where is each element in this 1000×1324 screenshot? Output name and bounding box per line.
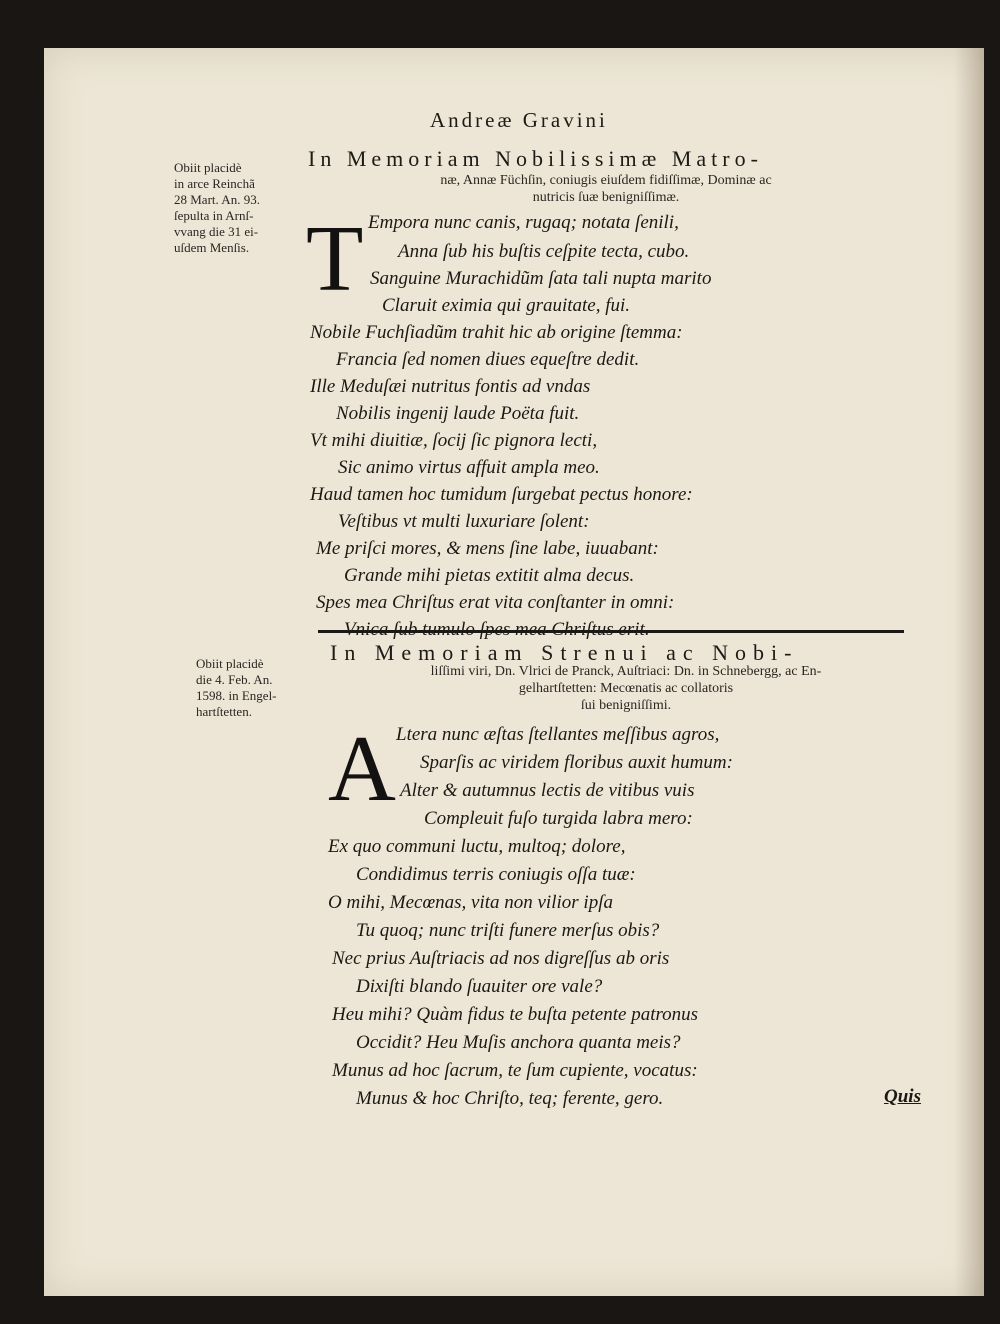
page-edge-shadow bbox=[954, 48, 984, 1296]
subheading-line: liſſimi viri, Dn. Vlrici de Pranck, Auſtriaci: Dn. in Schnebergg, ac En- bbox=[430, 664, 822, 679]
verse-line: Alter & autumnus lectis de vitibus vuis bbox=[400, 780, 695, 801]
poem-1-dropcap: T bbox=[306, 207, 364, 311]
section-divider bbox=[318, 630, 904, 633]
verse-line: Veſtibus vt multi luxuriare ſolent: bbox=[338, 511, 590, 532]
margin-note-line: vvang die 31 ei- bbox=[174, 224, 259, 239]
verse-line: Munus ad hoc ſacrum, te ſum cupiente, vocatus: bbox=[332, 1060, 698, 1081]
margin-note-line: 1598. in Engel- bbox=[196, 688, 277, 703]
verse-line: Nobilis ingenij laude Poëta fuit. bbox=[336, 403, 580, 424]
margin-note-1 bbox=[174, 160, 294, 256]
poem-2-heading: In Memoriam Strenui ac Nobi- bbox=[330, 640, 799, 665]
margin-note-2 bbox=[196, 656, 316, 720]
verse-line: Haud tamen hoc tumidum ſurgebat pectus honore: bbox=[310, 484, 693, 505]
verse-line: Ltera nunc æſtas ſtellantes meſſibus agros, bbox=[396, 724, 720, 745]
verse-line: Nobile Fuchſiadũm trahit hic ab origine ſtemma: bbox=[310, 322, 683, 343]
verse-line: Empora nunc canis, rugaq; notata ſenili, bbox=[368, 212, 679, 233]
verse-line: Heu mihi? Quàm fidus te buſta petente patronus bbox=[332, 1004, 699, 1025]
margin-note-line: in arce Reinchã bbox=[174, 176, 255, 191]
margin-note-line: ſepulta in Arnſ- bbox=[174, 208, 254, 223]
margin-note-line: hartſtetten. bbox=[196, 704, 252, 719]
margin-note-line: Obiit placidè bbox=[174, 160, 242, 175]
subheading-line: næ, Annæ Füchſin, coniugis eiuſdem fidiſſimæ, Dominæ ac bbox=[440, 173, 772, 188]
subheading-line: nutricis ſuæ benigniſſimæ. bbox=[532, 190, 680, 205]
poem-2-subheading bbox=[356, 663, 896, 714]
subheading-line: ſui benigniſſimi. bbox=[580, 698, 672, 713]
subheading-line: gelhartſtetten: Mecœnatis ac collatoris bbox=[518, 681, 734, 696]
verse-line: Condidimus terris coniugis oſſa tuæ: bbox=[356, 864, 636, 885]
verse-line: Francia ſed nomen diues equeſtre dedit. bbox=[336, 349, 640, 370]
verse-line: Tu quoq; nunc triſti funere merſus obis? bbox=[356, 920, 660, 941]
margin-note-line: Obiit placidè bbox=[196, 656, 264, 671]
margin-note-line: die 4. Feb. An. bbox=[196, 672, 273, 687]
poem-2-dropcap: A bbox=[328, 717, 396, 821]
margin-note-line: 28 Mart. An. 93. bbox=[174, 192, 260, 207]
poem-1-subheading bbox=[346, 172, 866, 206]
verse-line: Anna ſub his buſtis ceſpite tecta, cubo. bbox=[398, 241, 690, 262]
running-head: Andreæ Gravini bbox=[430, 108, 608, 132]
verse-line: Spes mea Chriſtus erat vita conſtanter in omni: bbox=[316, 592, 675, 613]
verse-line: Nec prius Auſtriacis ad nos digreſſus ab oris bbox=[332, 948, 670, 969]
verse-line: Ille Meduſæi nutritus fontis ad vndas bbox=[310, 376, 591, 397]
verse-line: Occidit? Heu Muſis anchora quanta meis? bbox=[356, 1032, 681, 1053]
verse-line: O mihi, Mecœnas, vita non vilior ipſa bbox=[328, 892, 613, 913]
verse-line: Compleuit fuſo turgida labra mero: bbox=[424, 808, 693, 829]
verse-line: Sanguine Murachidũm ſata tali nupta marito bbox=[370, 268, 712, 289]
verse-line: Me priſci mores, & mens ſine labe, iuuabant: bbox=[316, 538, 659, 559]
verse-line: Vt mihi diuitiæ, ſocij ſic pignora lecti, bbox=[310, 430, 598, 451]
verse-line: Dixiſti blando ſuauiter ore vale? bbox=[356, 976, 603, 997]
verse-line: Sparſis ac viridem floribus auxit humum: bbox=[420, 752, 733, 773]
margin-note-line: uſdem Menſis. bbox=[174, 240, 250, 255]
verse-line: Munus & hoc Chriſto, teq; ferente, gero. bbox=[356, 1088, 664, 1109]
verse-line: Ex quo communi luctu, multoq; dolore, bbox=[328, 836, 626, 857]
verse-line: Claruit eximia qui grauitate, fui. bbox=[382, 295, 631, 316]
verse-line: Sic animo virtus affuit ampla meo. bbox=[338, 457, 600, 478]
catchword: Quis bbox=[884, 1086, 921, 1107]
poem-1-heading: In Memoriam Nobilissimæ Matro- bbox=[308, 146, 763, 171]
verse-line: Grande mihi pietas extitit alma decus. bbox=[344, 565, 635, 586]
